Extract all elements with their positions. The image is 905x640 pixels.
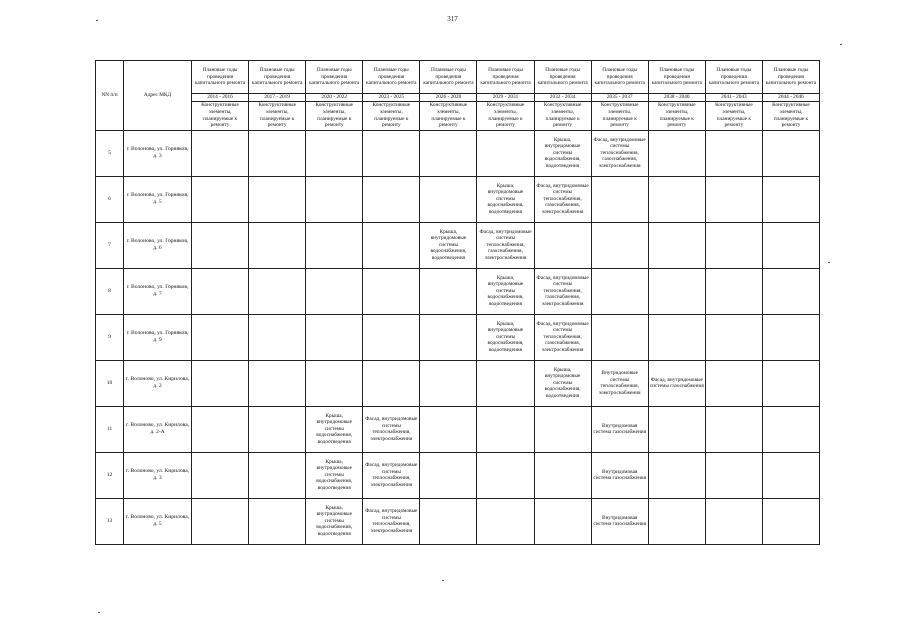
header-period: Плановые годы проведения капитального ремонта — [648, 61, 705, 94]
repair-cell: Фасад, внутридомовые системы теплоснабжения, газоснабжения, электроснабжения — [477, 222, 534, 268]
repair-cell — [420, 130, 477, 176]
header-elements: Конструктивные элементы, планируемые к ремонту — [762, 101, 819, 130]
repair-cell — [705, 406, 762, 452]
row-number: 9 — [96, 314, 124, 360]
repair-cell: Крыша, внутридомовые системы водоснабжения, водоотведения — [534, 360, 591, 406]
header-year-range: 2041 - 2043 — [705, 94, 762, 102]
repair-cell — [705, 452, 762, 498]
repair-cell — [705, 268, 762, 314]
repair-cell — [192, 268, 249, 314]
repair-cell — [705, 314, 762, 360]
row-number: 13 — [96, 498, 124, 544]
repair-cell — [477, 360, 534, 406]
repair-cell — [648, 314, 705, 360]
repair-cell — [705, 222, 762, 268]
repair-cell — [363, 130, 420, 176]
repair-cell — [249, 498, 306, 544]
header-elements: Конструктивные элементы, планируемые к ремонту — [705, 101, 762, 130]
scan-speck — [98, 612, 100, 613]
header-period: Плановые годы проведения капитального ремонта — [192, 61, 249, 94]
repair-cell: Фасад, внутридомовые системы газоснабжения — [648, 360, 705, 406]
header-year-range: 2026 - 2028 — [420, 94, 477, 102]
header-period: Плановые годы проведения капитального ремонта — [420, 61, 477, 94]
repair-cell — [762, 222, 819, 268]
repair-cell — [762, 452, 819, 498]
row-address: г. Волоново, ул. Кирилова, д. 5 — [124, 498, 192, 544]
header-period: Плановые годы проведения капитального ремонта — [591, 61, 648, 94]
header-period: Плановые годы проведения капитального ремонта — [762, 61, 819, 94]
repair-cell — [762, 406, 819, 452]
repair-cell: Внутридомовая система газоснабжения — [591, 452, 648, 498]
repair-cell — [648, 176, 705, 222]
header-period: Плановые годы проведения капитального ремонта — [249, 61, 306, 94]
table-body — [96, 130, 820, 544]
repair-cell — [192, 176, 249, 222]
row-number: 10 — [96, 360, 124, 406]
repair-cell — [306, 268, 363, 314]
repair-cell — [363, 360, 420, 406]
table-row — [96, 360, 820, 406]
repair-cell: Фасад, внутридомовые системы теплоснабжения, газоснабжения, электроснабжения — [534, 176, 591, 222]
repair-cell — [192, 406, 249, 452]
repair-cell: Крыша, внутридомовые системы водоснабжения, водоотведения — [477, 268, 534, 314]
repair-cell — [762, 314, 819, 360]
repair-cell — [534, 222, 591, 268]
repair-cell — [762, 498, 819, 544]
repair-cell — [306, 222, 363, 268]
repair-cell — [648, 268, 705, 314]
header-period: Плановые годы проведения капитального ремонта — [477, 61, 534, 94]
header-row-years — [96, 94, 820, 102]
header-nn: NN п/п — [96, 61, 124, 131]
repair-cell — [477, 498, 534, 544]
repair-cell — [363, 222, 420, 268]
repair-cell — [363, 268, 420, 314]
repair-cell: Крыша, внутридомовые системы водоснабжения, водоотведения — [306, 452, 363, 498]
scan-speck — [442, 580, 444, 581]
repair-cell: Крыша, внутридомовые системы водоснабжения, водоотведения — [420, 222, 477, 268]
repair-cell — [762, 360, 819, 406]
header-elements: Конструктивные элементы, планируемые к ремонту — [591, 101, 648, 130]
header-year-range: 2029 - 2031 — [477, 94, 534, 102]
repair-cell — [420, 268, 477, 314]
repair-cell — [249, 130, 306, 176]
table-row — [96, 130, 820, 176]
repair-cell: Крыша, внутридомовые системы водоснабжения, водоотведения — [534, 130, 591, 176]
table-row — [96, 406, 820, 452]
repair-cell — [420, 406, 477, 452]
header-elements: Конструктивные элементы, планируемые к ремонту — [306, 101, 363, 130]
scan-speck — [840, 44, 842, 45]
scan-speck — [828, 262, 830, 263]
header-period: Плановые годы проведения капитального ремонта — [306, 61, 363, 94]
repair-cell: Внутридомовые системы теплоснабжения, электроснабжения — [591, 360, 648, 406]
repair-cell — [249, 406, 306, 452]
repair-cell — [192, 498, 249, 544]
repair-cell — [477, 452, 534, 498]
repair-cell — [534, 498, 591, 544]
repair-cell — [192, 360, 249, 406]
repair-cell — [306, 314, 363, 360]
header-year-range: 2032 - 2034 — [534, 94, 591, 102]
table-row — [96, 314, 820, 360]
repair-cell: Фасад, внутридомовые системы теплоснабжения, электроснабжения — [363, 406, 420, 452]
header-period: Плановые годы проведения капитального ремонта — [705, 61, 762, 94]
repair-cell — [705, 176, 762, 222]
header-year-range: 2014 - 2016 — [192, 94, 249, 102]
row-number: 11 — [96, 406, 124, 452]
repair-cell — [420, 498, 477, 544]
repair-cell — [420, 176, 477, 222]
repair-cell: Фасад, внутридомовые системы теплоснабжения, газоснабжения, электроснабжения — [534, 314, 591, 360]
page-number: 317 — [447, 15, 458, 23]
repair-cell — [420, 452, 477, 498]
repair-cell — [705, 130, 762, 176]
repair-cell — [192, 452, 249, 498]
repair-cell — [249, 222, 306, 268]
repair-cell: Фасад, внутридомовые системы теплоснабжения, газоснабжения, электроснабжения — [534, 268, 591, 314]
repair-cell — [591, 268, 648, 314]
repair-cell — [249, 268, 306, 314]
row-address: г. Волоново, ул. Кирилова, д. 3 — [124, 452, 192, 498]
header-row-titles — [96, 61, 820, 94]
header-elements: Конструктивные элементы, планируемые к ремонту — [363, 101, 420, 130]
repair-cell — [705, 498, 762, 544]
row-address: г. Волоново, ул. Горняков, д. 3 — [124, 130, 192, 176]
repair-cell — [534, 452, 591, 498]
repair-cell — [762, 268, 819, 314]
row-address: г. Волоново, ул. Кирилова, д. 2-А — [124, 406, 192, 452]
header-elements: Конструктивные элементы, планируемые к ремонту — [249, 101, 306, 130]
repair-cell — [591, 314, 648, 360]
repair-cell — [306, 360, 363, 406]
repair-cell — [192, 222, 249, 268]
table-row — [96, 222, 820, 268]
repair-cell — [249, 314, 306, 360]
header-year-range: 2023 - 2025 — [363, 94, 420, 102]
table-row — [96, 176, 820, 222]
repair-cell — [420, 314, 477, 360]
repair-cell — [648, 222, 705, 268]
repair-cell — [477, 406, 534, 452]
repair-cell — [648, 406, 705, 452]
repair-cell — [249, 452, 306, 498]
repair-cell — [363, 176, 420, 222]
repair-cell — [192, 130, 249, 176]
row-number: 6 — [96, 176, 124, 222]
row-address: г. Волоново, ул. Горняков, д. 6 — [124, 222, 192, 268]
row-number: 7 — [96, 222, 124, 268]
table-row — [96, 498, 820, 544]
repair-cell — [192, 314, 249, 360]
row-number: 12 — [96, 452, 124, 498]
row-number: 8 — [96, 268, 124, 314]
row-address: г. Волоново, ул. Горняков, д. 7 — [124, 268, 192, 314]
repair-cell — [648, 130, 705, 176]
header-elements: Конструктивные элементы, планируемые к ремонту — [477, 101, 534, 130]
repair-cell: Крыша, внутридомовые системы водоснабжения, водоотведения — [477, 176, 534, 222]
header-year-range: 2020 - 2022 — [306, 94, 363, 102]
header-year-range: 2017 - 2019 — [249, 94, 306, 102]
header-elements: Конструктивные элементы, планируемые к ремонту — [534, 101, 591, 130]
repair-cell — [705, 360, 762, 406]
repair-cell — [762, 130, 819, 176]
repair-cell: Внутридомовая система газоснабжения — [591, 406, 648, 452]
repair-cell — [534, 406, 591, 452]
repair-cell — [648, 452, 705, 498]
row-address: г. Волоново, ул. Горняков, д. 9 — [124, 314, 192, 360]
header-elements: Конструктивные элементы, планируемые к ремонту — [192, 101, 249, 130]
repair-cell: Фасад, внутридомовые системы теплоснабжения, электроснабжения — [363, 498, 420, 544]
header-year-range: 2038 - 2040 — [648, 94, 705, 102]
header-year-range: 2044 - 2046 — [762, 94, 819, 102]
header-elements: Конструктивные элементы, планируемые к ремонту — [648, 101, 705, 130]
header-address: Адрес МКД — [124, 61, 192, 131]
repair-cell — [306, 130, 363, 176]
repair-cell: Крыша, внутридомовые системы водоснабжения, водоотведения — [306, 406, 363, 452]
repair-cell — [363, 314, 420, 360]
repair-cell: Крыша, внутридомовые системы водоснабжения, водоотведения — [306, 498, 363, 544]
row-address: г. Волоново, ул. Горняков, д. 5 — [124, 176, 192, 222]
row-address: г. Волоново, ул. Кирилова, д. 2 — [124, 360, 192, 406]
repair-cell — [249, 360, 306, 406]
header-period: Плановые годы проведения капитального ремонта — [534, 61, 591, 94]
scan-speck — [96, 20, 98, 21]
capital-repair-schedule-table — [95, 60, 820, 545]
repair-cell: Фасад, внутридомовые системы теплоснабжения, электроснабжения — [363, 452, 420, 498]
repair-cell — [762, 176, 819, 222]
repair-cell: Внутридомовая система газоснабжения — [591, 498, 648, 544]
header-elements: Конструктивные элементы, планируемые к ремонту — [420, 101, 477, 130]
repair-cell: Фасад, внутридомовые системы теплоснабжения, газоснабжения, электроснабжения — [591, 130, 648, 176]
table-row — [96, 268, 820, 314]
header-row-subtitles — [96, 101, 820, 130]
header-year-range: 2035 - 2037 — [591, 94, 648, 102]
repair-cell — [591, 222, 648, 268]
table-row — [96, 452, 820, 498]
repair-cell: Крыша, внутридомовые системы водоснабжения, водоотведения — [477, 314, 534, 360]
repair-cell — [249, 176, 306, 222]
repair-cell — [477, 130, 534, 176]
repair-cell — [306, 176, 363, 222]
repair-cell — [420, 360, 477, 406]
header-period: Плановые годы проведения капитального ремонта — [363, 61, 420, 94]
repair-cell — [591, 176, 648, 222]
repair-cell — [648, 498, 705, 544]
row-number: 5 — [96, 130, 124, 176]
